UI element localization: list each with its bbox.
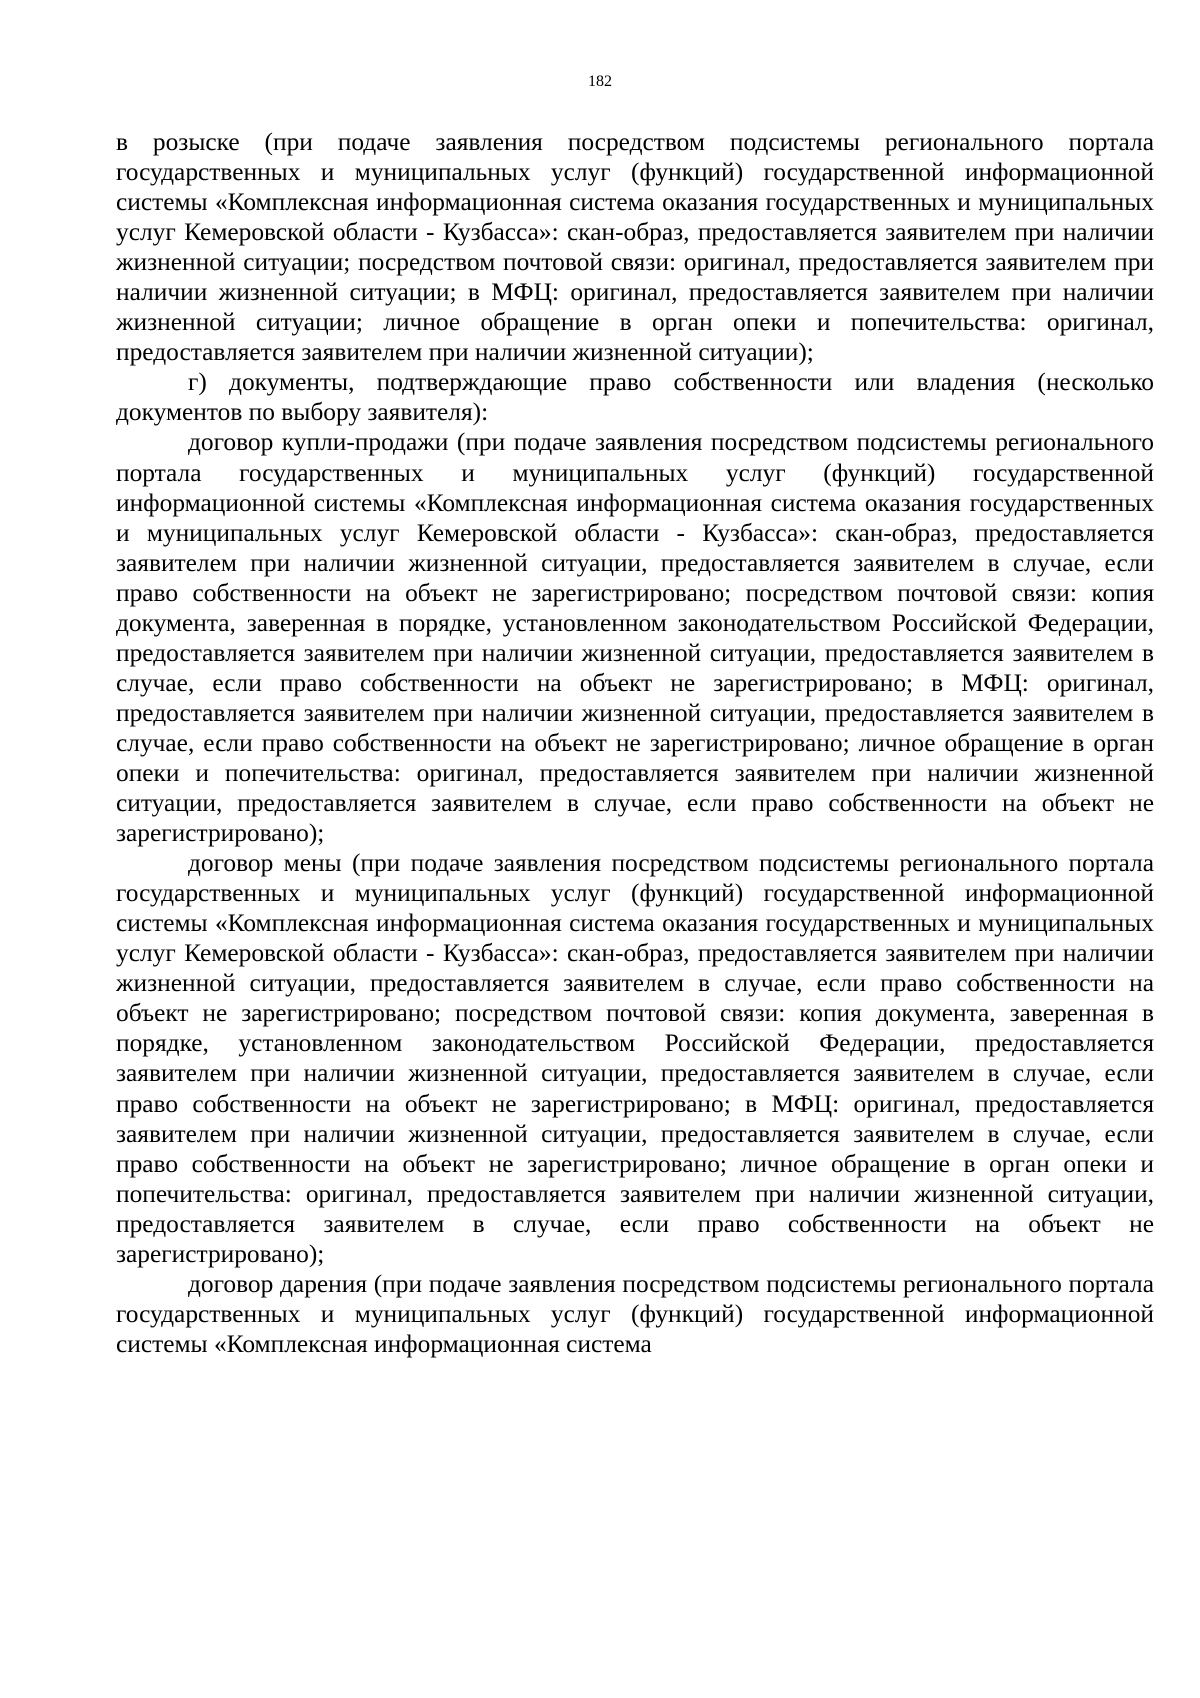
document-body — [116, 127, 1154, 1359]
paragraph-gift-agreement: договор дарения (при подаче заявления посредством подсистемы регионального портала государственных и муниципальных услуг (функций) государственной информационной системы «Комплексная информационная система — [116, 1269, 1154, 1358]
paragraph-purchase-agreement: договор купли-продажи (при подаче заявления посредством подсистемы регионального портала государственных и муниципальных услуг (функций) государственной информационной системы «Комплексная информационная система оказания государственных и муниципальных услуг Кемеровской области - Кузбасса»: скан-образ, предоставляется заявителем при наличии жизненной ситуации, предоставляется заявителем в случае, если право собственности на объект не зарегистрировано; посредством почтовой связи: копия документа, заверенная в порядке, установленном законодательством Российской Федерации, предоставляется заявителем при наличии жизненной ситуации, предоставляется заявителем в случае, если право собственности на объект не зарегистрировано; в МФЦ: оригинал, предоставляется заявителем при наличии жизненной ситуации, предоставляется заявителем в случае, если право собственности на объект не зарегистрировано; личное обращение в орган опеки и попечительства: оригинал, предоставляется заявителем при наличии жизненной ситуации, предоставляется заявителем в случае, если право собственности на объект не зарегистрировано); — [116, 428, 1154, 848]
paragraph-continuation-wanted-list: в розыске (при подаче заявления посредством подсистемы регионального портала государственных и муниципальных услуг (функций) государственной информационной системы «Комплексная информационная система оказания государственных и муниципальных услуг Кемеровской области - Кузбасса»: скан-образ, предоставляется заявителем при наличии жизненной ситуации; посредством почтовой связи: оригинал, предоставляется заявителем при наличии жизненной ситуации; в МФЦ: оригинал, предоставляется заявителем при наличии жизненной ситуации; личное обращение в орган опеки и попечительства: оригинал, предоставляется заявителем при наличии жизненной ситуации); — [116, 128, 1154, 367]
paragraph-ownership-documents: г) документы, подтверждающие право собственности или владения (несколько документов по выбору заявителя): — [116, 368, 1154, 427]
paragraph-exchange-agreement: договор мены (при подаче заявления посредством подсистемы регионального портала государственных и муниципальных услуг (функций) государственной информационной системы «Комплексная информационная система оказания государственных и муниципальных услуг Кемеровской области - Кузбасса»: скан-образ, предоставляется заявителем при наличии жизненной ситуации, предоставляется заявителем в случае, если право собственности на объект не зарегистрировано; посредством почтовой связи: копия документа, заверенная в порядке, установленном законодательством Российской Федерации, предоставляется заявителем при наличии жизненной ситуации, предоставляется заявителем в случае, если право собственности на объект не зарегистрировано; в МФЦ: оригинал, предоставляется заявителем при наличии жизненной ситуации, предоставляется заявителем в случае, если право собственности на объект не зарегистрировано; личное обращение в орган опеки и попечительства: оригинал, предоставляется заявителем при наличии жизненной ситуации, предоставляется заявителем в случае, если право собственности на объект не зарегистрировано); — [116, 849, 1154, 1268]
page-number: 182 — [588, 73, 612, 90]
